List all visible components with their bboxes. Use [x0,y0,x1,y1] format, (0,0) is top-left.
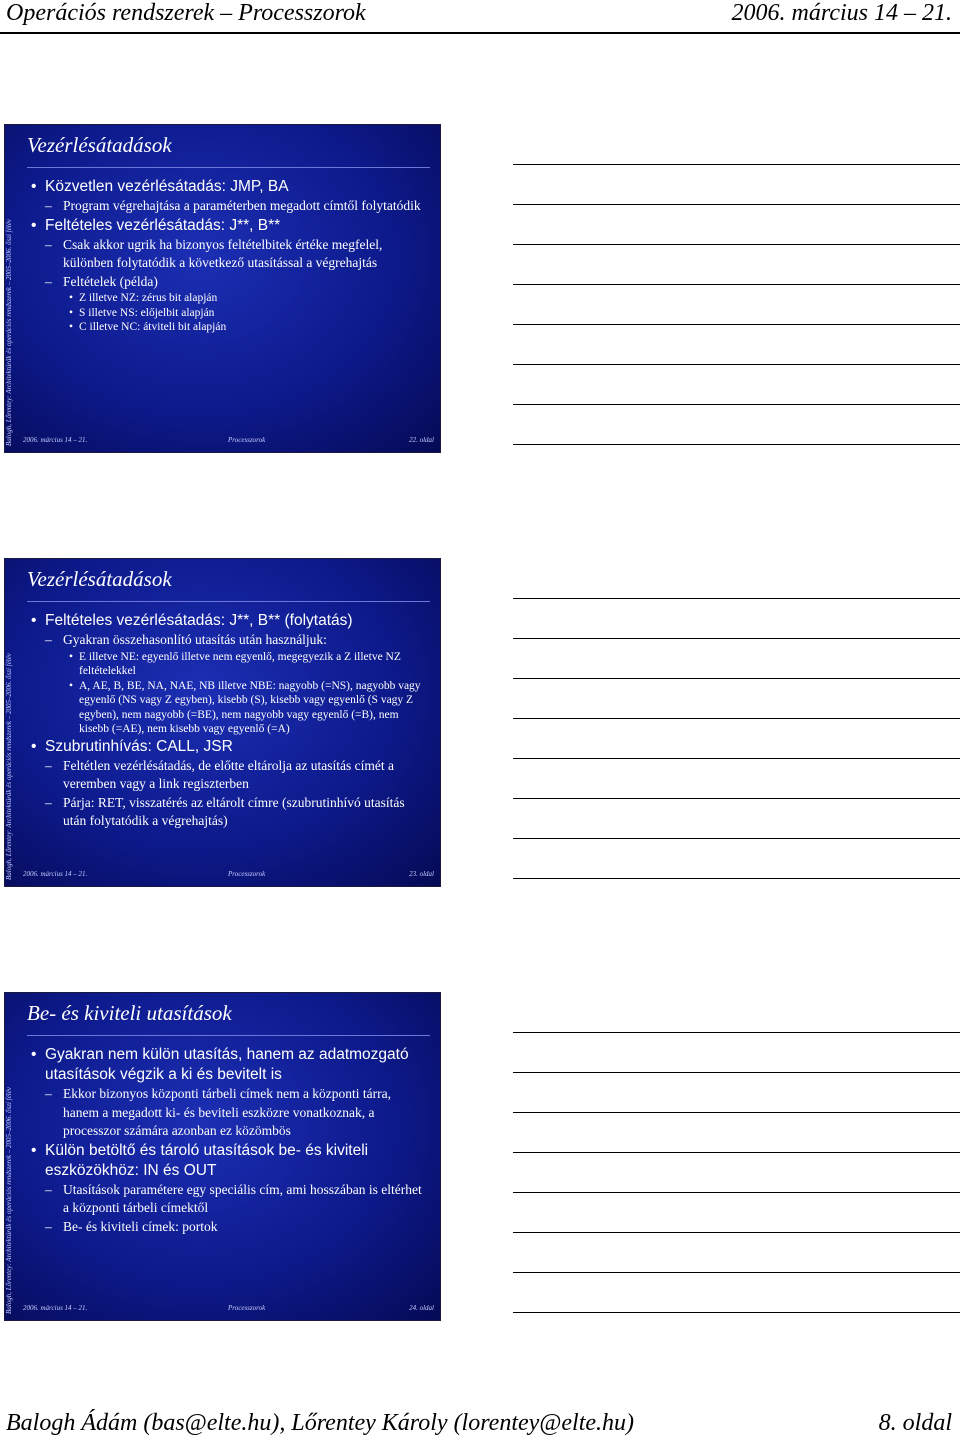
note-line [513,1072,960,1073]
sub-bullet: – Program végrehajtása a paraméterben megadott címtől folytatódik [29,197,426,216]
sub-bullet: – Be- és kiviteli címek: portok [29,1218,426,1237]
slide-footer-date: 2006. március 14 – 21. [23,436,88,444]
slide-footer-page: 22. oldal [409,436,434,444]
slide-footer [23,436,434,448]
sub-bullet: – Feltétlen vezérlésátadás, de előtte eltárolja az utasítás címét a veremben vagy a link regiszterben [29,757,426,794]
header-rule [0,32,960,34]
slide-24 [4,992,441,1321]
note-line [513,1312,960,1313]
note-line [513,284,960,285]
sub-bullet: – Gyakran összehasonlító utasítás után használjuk: [29,631,426,650]
slide-title: Vezérlésátadások [27,133,172,157]
bullet: • Feltételes vezérlésátadás: J**, B** [29,216,426,236]
slide-footer-page: 24. oldal [409,1304,434,1312]
slide-footer-topic: Processzorok [228,436,266,444]
sub-sub-bullet: • Z illetve NZ: zérus bit alapján [29,291,426,306]
document-footer-authors: Balogh Ádám (bas@elte.hu), Lőrentey Károly (lorentey@elte.hu) [6,1410,635,1436]
slide-footer-page: 23. oldal [409,870,434,878]
slide-footer-date: 2006. március 14 – 21. [23,870,88,878]
sub-bullet: – Párja: RET, visszatérés az eltárolt címre (szubrutinhívó utasítás után folytatódik a végrehajtás) [29,794,426,831]
note-line [513,244,960,245]
sub-bullet: – Feltételek (példa) [29,273,426,292]
sub-bullet: – Utasítások paramétere egy speciális cím, ami hosszában is eltérhet a központi tárbeli címektől [29,1181,426,1218]
sub-bullet: – Csak akkor ugrik ha bizonyos feltételbitek értéke megfelel, különben folytatódik a következő utasítással a végrehajtás [29,236,426,273]
slide-footer [23,870,434,882]
note-line [513,878,960,879]
bullet: • Külön betöltő és tároló utasítások be- és kiviteli eszközökhöz: IN és OUT [29,1141,426,1181]
note-line [513,1032,960,1033]
document-footer-page: 8. oldal [878,1410,952,1436]
note-line [513,718,960,719]
slide-side-text: Balogh, Lőrentey: Architektúrák és operációs rendszerek – 2005–2006. őszi félév [5,219,13,446]
title-rule [27,167,430,168]
note-line [513,1272,960,1273]
note-line [513,758,960,759]
sub-sub-bullet: • S illetve NS: előjelbit alapján [29,306,426,321]
slide-footer-topic: Processzorok [228,870,266,878]
bullet: • Gyakran nem külön utasítás, hanem az adatmozgató utasítások végzik a ki és bevitelt is [29,1045,426,1085]
slide-title: Be- és kiviteli utasítások [27,1001,232,1025]
sub-sub-bullet: • E illetve NE: egyenlő illetve nem egyenlő, megegyezik a Z illetve NZ feltételekkel [29,650,426,679]
note-line [513,1112,960,1113]
sub-sub-bullet: • C illetve NC: átviteli bit alapján [29,320,426,335]
slide-22 [4,124,441,453]
note-line [513,1152,960,1153]
bullet: • Feltételes vezérlésátadás: J**, B** (folytatás) [29,611,426,631]
note-line [513,444,960,445]
slide-23 [4,558,441,887]
bullet: • Közvetlen vezérlésátadás: JMP, BA [29,177,426,197]
note-line [513,164,960,165]
slide-footer-date: 2006. március 14 – 21. [23,1304,88,1312]
document-footer [6,1410,952,1444]
sub-sub-bullet: • A, AE, B, BE, NA, NAE, NB illetve NBE: nagyobb (=NS), nagyobb vagy egyenlő (NS vagy Z egyben), kisebb (S), kisebb vagy egyenlő (S vagy Z egyben), nem nagyobb (=BE), nem nagyobb vagy egyenlő (=B), nem kisebb (=AE), nem kisebb vagy egyenlő (=A) [29,679,426,737]
note-line [513,204,960,205]
note-line [513,324,960,325]
note-line [513,364,960,365]
slide-body [29,1045,426,1236]
note-line [513,678,960,679]
slide-title: Vezérlésátadások [27,567,172,591]
note-line [513,798,960,799]
slide-body [29,611,426,831]
bullet: • Szubrutinhívás: CALL, JSR [29,737,426,757]
slide-footer-topic: Processzorok [228,1304,266,1312]
slide-side-text: Balogh, Lőrentey: Architektúrák és operációs rendszerek – 2005–2006. őszi félév [5,653,13,880]
note-line [513,638,960,639]
sub-bullet: – Ekkor bizonyos központi tárbeli címek nem a központi tárra, hanem a megadott ki- és beviteli eszközre vonatkoznak, a processzor számára azonban ez közömbös [29,1085,426,1141]
note-line [513,598,960,599]
note-line [513,404,960,405]
title-rule [27,601,430,602]
document-header-title: Operációs rendszerek – Processzorok [6,0,366,26]
slide-footer [23,1304,434,1316]
note-line [513,838,960,839]
title-rule [27,1035,430,1036]
document-header-date: 2006. március 14 – 21. [731,0,952,26]
note-line [513,1232,960,1233]
note-line [513,1192,960,1193]
slide-side-text: Balogh, Lőrentey: Architektúrák és operációs rendszerek – 2005–2006. őszi félév [5,1087,13,1314]
slide-body [29,177,426,335]
